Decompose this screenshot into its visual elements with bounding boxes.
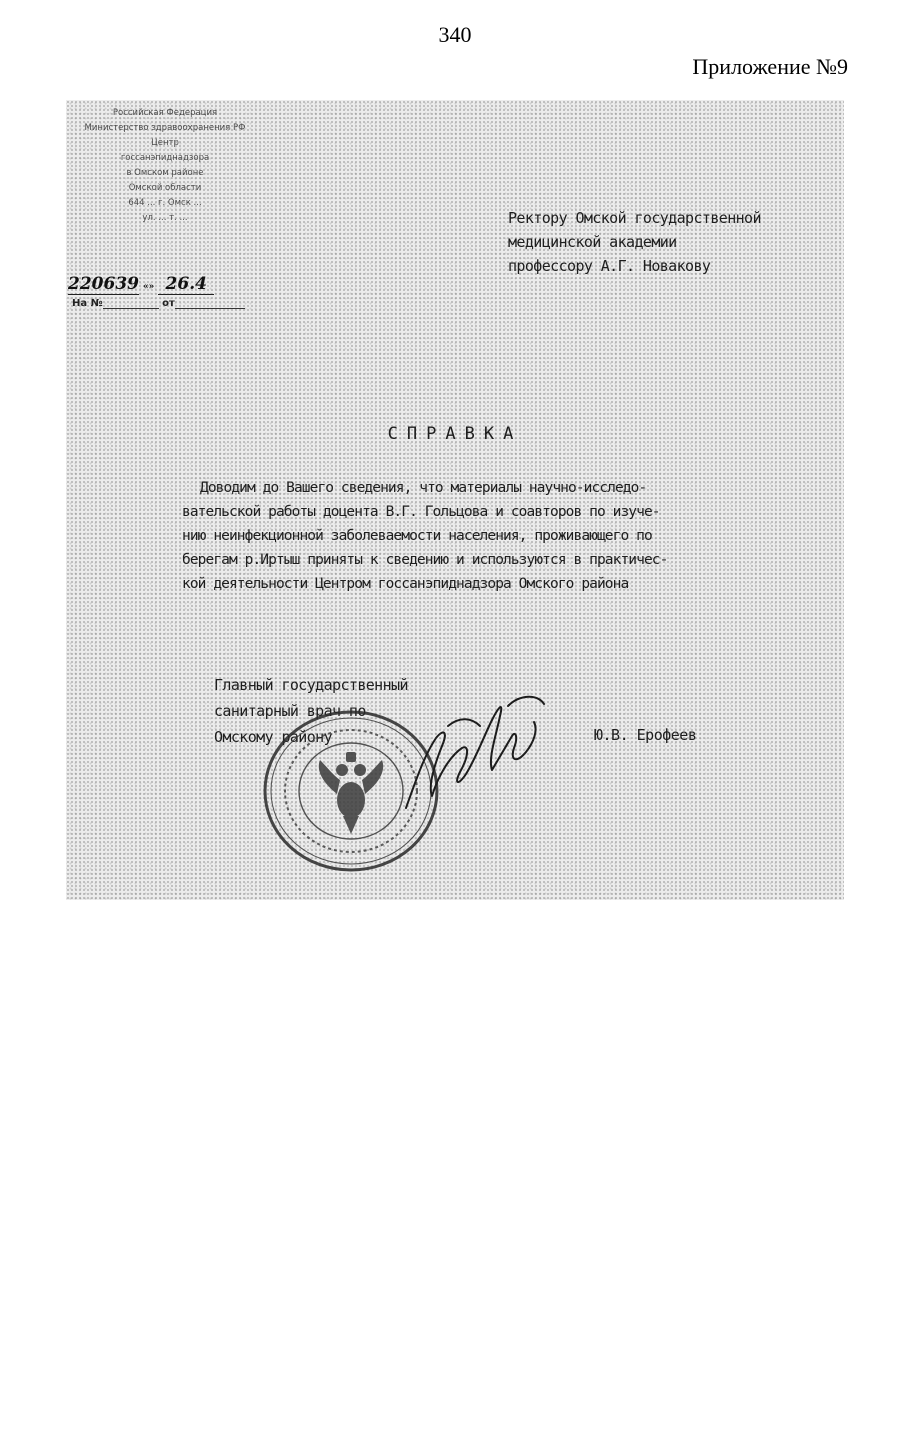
- letterhead-line: госсанэпиднадзора: [120, 153, 210, 163]
- reference-label: На №: [72, 298, 103, 309]
- document-body: [182, 476, 810, 596]
- scanned-document: [66, 100, 844, 900]
- body-line: нию неинфекционной заболеваемости населения, проживающего по: [182, 528, 652, 544]
- body-line: Доводим до Вашего сведения, что материалы научно-исследо-: [200, 480, 647, 496]
- signature-title-line: Главный государственный: [214, 676, 408, 694]
- letterhead-line: в Омском районе: [126, 168, 204, 178]
- letterhead-line: Центр: [151, 138, 179, 148]
- registration-number: 220639 «» 26.4: [68, 274, 268, 295]
- reference-row: [72, 298, 245, 309]
- body-line: берегам р.Иртыш приняты к сведению и используются в практичес-: [182, 552, 668, 568]
- letterhead-line: ул. ... т. ...: [142, 213, 188, 223]
- letterhead-line: Российская Федерация: [112, 108, 218, 118]
- handwritten-signature: [388, 686, 558, 826]
- body-line: кой деятельности Центром госсанэпиднадзора Омского района: [182, 576, 629, 592]
- body-line: вательской работы доцента В.Г. Гольцова и соавторов по изуче-: [182, 504, 660, 520]
- signer-name: Ю.В. Ерофеев: [594, 726, 697, 744]
- appendix-label: Приложение №9: [692, 54, 848, 79]
- registration-date-value: 26.4: [158, 274, 214, 295]
- addressee-line: медицинской академии: [508, 233, 677, 251]
- letterhead-line: 644 ... г. Омск ...: [128, 198, 202, 208]
- letterhead-line: Омской области: [128, 183, 202, 193]
- double-headed-eagle-icon: [319, 752, 383, 834]
- letterhead-line: Министерство здравоохранения РФ: [84, 123, 246, 133]
- reference-from-label: от: [162, 298, 175, 309]
- signature-title-line: Омскому району: [214, 728, 333, 746]
- addressee-line: профессору А.Г. Новакову: [508, 257, 711, 275]
- addressee-block: [508, 206, 838, 278]
- registration-number-value: 220639: [68, 274, 139, 294]
- signature-title-line: санитарный врач по: [214, 702, 366, 720]
- page-number: 340: [438, 22, 472, 47]
- document-title: СПРАВКА: [387, 424, 523, 444]
- addressee-line: Ректору Омской государственной: [508, 209, 761, 227]
- letterhead-block: [70, 106, 260, 226]
